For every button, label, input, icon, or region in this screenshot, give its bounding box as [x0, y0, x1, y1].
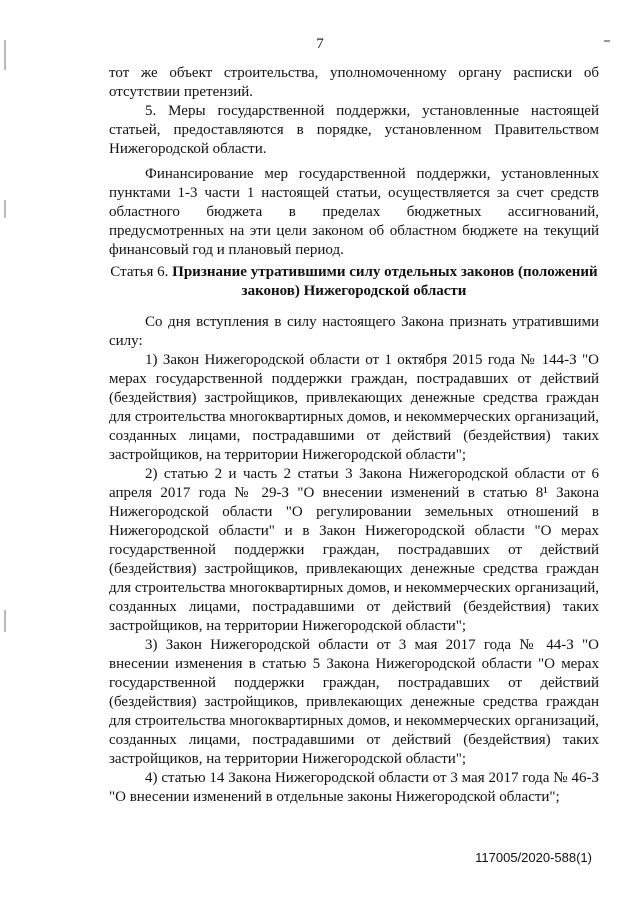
paragraph: Финансирование мер государственной поддержки, установленных пунктами 1-3 части 1 настоящей статьи, осуществляется за счет средств областного бюджета в пределах бюджетных ассигнований, предусмотренных на эти цели законом об областном бюджете на текущий финансовый год и плановый период. — [109, 166, 599, 258]
article-heading — [109, 263, 599, 301]
paragraph: 5. Меры государственной поддержки, установленные настоящей статьей, предоставляются в порядке, установленном Правительством Нижегородской области. — [109, 103, 599, 157]
document-code: 117005/2020-588(1) — [475, 850, 592, 865]
article-body — [109, 313, 599, 807]
scan-edge-mark — [4, 200, 6, 218]
intro-paragraph: Со дня вступления в силу настоящего Закона признать утратившими силу: — [109, 314, 599, 349]
article-title: Признание утратившими силу отдельных законов (положений законов) Нижегородской области — [172, 264, 598, 299]
article-label: Статья 6. — [110, 264, 173, 280]
list-item: 1) Закон Нижегородской области от 1 октября 2015 года № 144-З "О мерах государственной поддержки граждан, пострадавших от действий (бездействия) застройщиков, привлекающих денежные средства граждан для строительства многоквартирных домов, и некоммерческих организаций, созданных лицами, пострадавшими от действий (бездействия) таких застройщиков, на территории Нижегородской области"; — [109, 352, 599, 463]
paragraph: тот же объект строительства, уполномоченному органу расписки об отсутствии претензий. — [109, 65, 599, 100]
list-item: 3) Закон Нижегородской области от 3 мая 2017 года № 44-З "О внесении изменения в статью 5 Закона Нижегородской области "О мерах государственной поддержки граждан, пострадавших от действий (бездействия) застройщиков, привлекающих денежные средства граждан для строительства многоквартирных домов, и некоммерческих организаций, созданных лицами, пострадавшими от действий (бездействия) таких застройщиков, на территории Нижегородской области"; — [109, 637, 599, 767]
top-section — [109, 64, 599, 260]
scan-edge-mark — [4, 610, 6, 632]
list-item: 4) статью 14 Закона Нижегородской области от 3 мая 2017 года № 46-З "О внесении изменений в отдельные законы Нижегородской области"; — [109, 770, 599, 805]
page-number: 7 — [316, 36, 324, 52]
list-item: 2) статью 2 и часть 2 статьи 3 Закона Нижегородской области от 6 апреля 2017 года № 29-З "О внесении изменений в статью 8¹ Закона Нижегородской области "О регулировании земельных отношений в Нижегородской области" и в Закон Нижегородской области "О мерах государственной поддержки граждан, пострадавших от действий (бездействия) застройщиков, привлекающих денежные средства граждан для строительства многоквартирных домов, и некоммерческих организаций, созданных лицами, пострадавшими от действий (бездействия) таких застройщиков, на территории Нижегородской области"; — [109, 466, 599, 634]
